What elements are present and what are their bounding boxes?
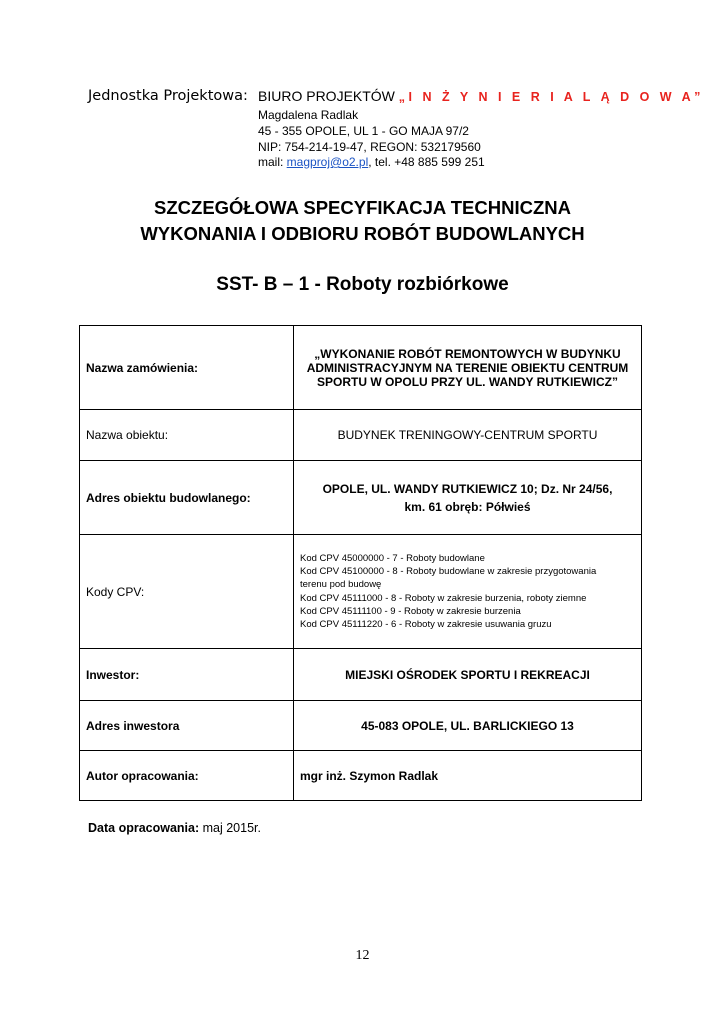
page-number: 12 <box>355 948 370 963</box>
table-row <box>80 535 642 649</box>
firm-name <box>258 88 704 104</box>
table-row <box>80 701 642 751</box>
address-line1: OPOLE, UL. WANDY RUTKIEWICZ 10; Dz. Nr 24/56, <box>322 481 613 496</box>
address-label: Adres obiektu budowlanego: <box>80 461 294 535</box>
table-row <box>80 649 642 701</box>
firm-prefix: BIURO PROJEKTÓW <box>258 88 399 104</box>
order-value: „WYKONANIE ROBÓT REMONTOWYCH W BUDYNKU ADMINISTRACYJNYM NA TERENIE OBIEKTU CENTRUM SPORTU W OPOLU PRZY UL. WANDY RUTKIEWICZ” <box>294 326 642 410</box>
cpv-item: terenu pod budowę <box>300 579 382 591</box>
author-value: mgr inż. Szymon Radlak <box>294 751 642 801</box>
firm-person: Magdalena Radlak <box>258 108 359 122</box>
table-row <box>80 461 642 535</box>
date-line <box>88 821 261 835</box>
table-row <box>80 751 642 801</box>
doc-subtitle: SST- B – 1 - Roboty rozbiórkowe <box>216 274 509 295</box>
order-label: Nazwa zamówienia: <box>80 326 294 410</box>
mail-label: mail: <box>258 155 287 169</box>
firm-address: 45 - 355 OPOLE, UL 1 - GO MAJA 97/2 <box>258 124 469 138</box>
cpv-item: Kod CPV 45111100 - 9 - Roboty w zakresie burzenia <box>300 605 521 617</box>
investor-address-label: Adres inwestora <box>80 701 294 751</box>
firm-nip-regon: NIP: 754-214-19-47, REGON: 532179560 <box>258 140 481 154</box>
info-table <box>79 325 642 801</box>
cpv-item: Kod CPV 45111000 - 8 - Roboty w zakresie burzenia, roboty ziemne <box>300 592 587 604</box>
doc-title-line2: WYKONANIA I ODBIORU ROBÓT BUDOWLANYCH <box>140 223 585 244</box>
table-row <box>80 410 642 461</box>
doc-title-line1: SZCZEGÓŁOWA SPECYFIKACJA TECHNICZNA <box>154 197 571 218</box>
object-label: Nazwa obiektu: <box>80 410 294 461</box>
cpv-label: Kody CPV: <box>80 535 294 649</box>
phone: , tel. +48 885 599 251 <box>368 155 485 169</box>
firm-contact <box>258 155 485 169</box>
investor-value: MIEJSKI OŚRODEK SPORTU I REKREACJI <box>294 649 642 701</box>
cpv-item: Kod CPV 45000000 - 7 - Roboty budowlane <box>300 552 485 564</box>
investor-address-value: 45-083 OPOLE, UL. BARLICKIEGO 13 <box>294 701 642 751</box>
date-value: maj 2015r. <box>199 821 261 835</box>
cpv-item: Kod CPV 45111220 - 6 - Roboty w zakresie usuwania gruzu <box>300 618 552 630</box>
object-value: BUDYNEK TRENINGOWY-CENTRUM SPORTU <box>294 410 642 461</box>
author-label: Autor opracowania: <box>80 751 294 801</box>
firm-brand: „I N Ż Y N I E R I A L Ą D O W A” <box>398 90 704 104</box>
header-label: Jednostka Projektowa: <box>88 88 248 104</box>
date-label: Data opracowania: <box>88 821 200 835</box>
address-value <box>294 461 642 535</box>
address-line2: km. 61 obręb: Półwieś <box>404 499 531 514</box>
cpv-list <box>294 535 642 649</box>
investor-label: Inwestor: <box>80 649 294 701</box>
table-row <box>80 326 642 410</box>
cpv-item: Kod CPV 45100000 - 8 - Roboty budowlane w zakresie przygotowania <box>300 566 597 578</box>
email-link[interactable]: magproj@o2.pl <box>286 155 369 169</box>
